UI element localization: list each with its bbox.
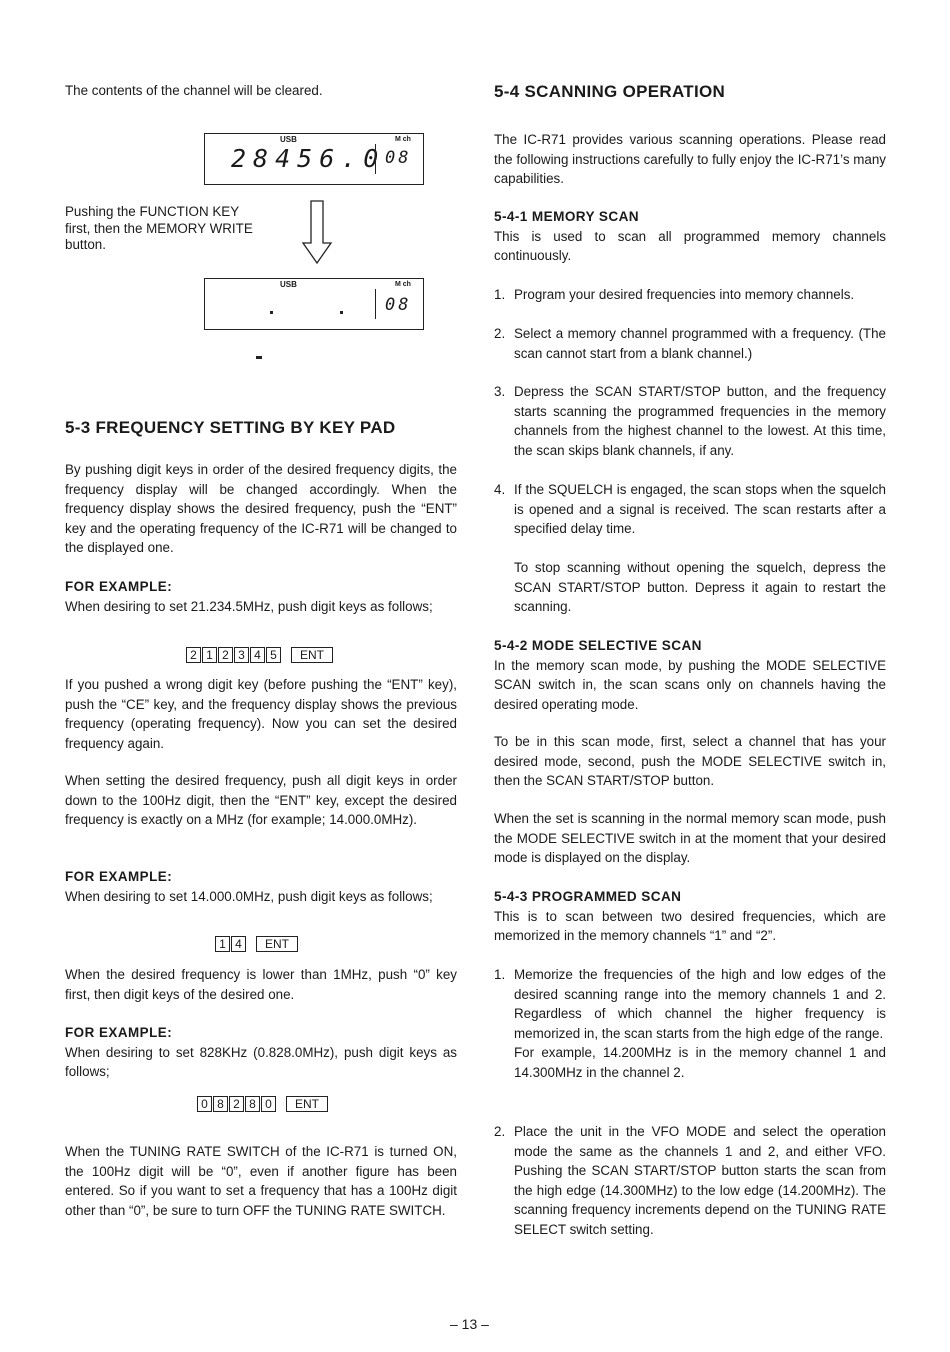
paragraph: To stop scanning without opening the squelch, depress the SCAN START/STOP button. Depress it again to restart the scanning. [514,560,886,614]
paragraph: This is to scan between two desired frequencies, which are memorized in the memory channels “1” and “2”. [494,908,886,943]
section-5-4-2 [494,636,886,714]
paragraph: When the set is scanning in the normal memory scan mode, push the MODE SELECTIVE switch in at the moment that your desired mode is displayed on the display. [494,811,886,865]
for-example-label: FOR EXAMPLE: [65,579,173,594]
list-number: 4. [494,482,506,497]
lcd2-mch-label: M ch [395,281,411,288]
down-arrow-icon [301,199,333,265]
function-note-line-1: Pushing the FUNCTION KEY [65,204,240,219]
list-number: 3. [494,384,506,399]
paragraph: By pushing digit keys in order of the desired frequency digits, the frequency display will be changed accordingly. When the frequency display shows the desired frequency, push the “ENT” key and the operating frequency of the IC-R71 will be changed to the displayed one. [65,462,457,555]
lcd-mch-label: M ch [395,136,411,143]
key-4: 4 [250,647,265,663]
list-text-example: For example, 14.200MHz is in the memory channel 1 and 14.300MHz in the channel 2. [514,1045,886,1080]
example-3 [65,1023,457,1082]
section-5-3-p1 [65,460,457,558]
cleared-note [65,81,457,101]
memory-scan-step-2 [494,324,886,363]
list-text: Memorize the frequencies of the high and low edges of the desired scanning range into the memory channels 1 and 2. Regardless of which channel the higher frequency is memorized in, the scan starts from the high edge of the range. [514,967,886,1041]
section-5-3-heading: 5-3 FREQUENCY SETTING BY KEY PAD [65,418,396,437]
key-8: 8 [213,1096,228,1112]
section-5-4-2-p2 [494,732,886,791]
key-2: 2 [229,1096,244,1112]
key-3: 3 [234,647,249,663]
section-5-4-1-heading: 5-4-1 MEMORY SCAN [494,209,640,224]
paragraph: The IC-R71 provides various scanning operations. Please read the following instructions carefully to fully enjoy the IC-R71’s many capabilities. [494,132,886,186]
key-5: 5 [266,647,281,663]
example-1-text: When desiring to set 21.234.5MHz, push digit keys as follows; [65,598,433,614]
section-5-4-intro [494,130,886,189]
example-2-keys [215,936,299,952]
list-text: Program your desired frequencies into memory channels. [514,287,855,302]
programmed-scan-step-1 [494,965,886,1082]
key-4: 4 [231,936,246,952]
function-key-note [65,204,305,254]
list-number: 1. [494,967,506,982]
section-5-4-heading: 5-4 SCANNING OPERATION [494,82,726,101]
lcd2-mode-label: USB [280,280,297,289]
list-number: 1. [494,287,506,302]
paragraph: To be in this scan mode, first, select a channel that has your desired mode, second, push the MODE SELECTIVE switch in, then the SCAN START/STOP button. [494,734,886,788]
lcd-display-cleared [204,278,424,330]
example-2-text: When desiring to set 14.000.0MHz, push digit keys as follows; [65,888,433,904]
list-number: 2. [494,1124,506,1139]
list-number: 2. [494,326,506,341]
page-number: – 13 – [450,1316,489,1332]
section-5-4-2-p3 [494,809,886,868]
section-5-4-3-heading: 5-4-3 PROGRAMMED SCAN [494,889,682,904]
section-5-3 [65,418,457,438]
lcd-display-frequency [204,133,424,185]
lcd2-separator [375,289,376,319]
function-note-line-2: first, then the MEMORY WRITE [65,220,253,236]
lcd2-dot-2 [340,311,343,314]
programmed-scan-step-2 [494,1122,886,1239]
for-example-label: FOR EXAMPLE: [65,869,173,884]
key-0: 0 [261,1096,276,1112]
lcd-separator [375,144,376,174]
example-2 [65,867,457,906]
function-note-line-3: button. [65,237,106,252]
lcd2-channel-digits: 08 [385,295,412,315]
stray-mark [256,356,262,359]
lcd-frequency-digits: 28456.0 [231,144,386,173]
section-5-4-2-heading: 5-4-2 MODE SELECTIVE SCAN [494,638,702,653]
paragraph: If you pushed a wrong digit key (before pushing the “ENT” key), push the “CE” key, and the frequency display shows the previous frequency (operating frequency). Now you can set the desired frequency again. [65,677,457,751]
key-ent: ENT [256,936,298,952]
cleared-text: The contents of the channel will be cleared. [65,83,323,98]
lcd-mode-label: USB [280,135,297,144]
key-8: 8 [245,1096,260,1112]
section-5-4-1 [494,207,886,266]
list-body [514,965,886,1082]
list-text: Place the unit in the VFO MODE and select the operation mode the same as the channels 1 and 2, and either VFO. Pushing the SCAN START/STOP button starts the scan from the high edge (14.300MHz) to the low edge (14.200MHz). The scanning frequency increments depend on the TUNING RATE SELECT switch setting. [514,1124,886,1237]
section-5-3-p2 [65,675,457,753]
list-text: Depress the SCAN START/STOP button, and the frequency starts scanning the programmed frequencies in the memory channels from the highest channel to the lowest. At this time, the scan skips blank channels, if any. [514,384,886,458]
section-5-4-3 [494,887,886,946]
lcd2-dot-1 [270,311,273,314]
key-2: 2 [218,647,233,663]
memory-scan-step-4 [494,480,886,539]
example-1-keys [186,647,334,663]
example-3-text: When desiring to set 828KHz (0.828.0MHz), push digit keys as follows; [65,1044,457,1079]
example-1 [65,577,457,616]
paragraph: This is used to scan all programmed memory channels continuously. [494,228,886,263]
key-ent: ENT [291,647,333,663]
key-2: 2 [186,647,201,663]
paragraph: When the desired frequency is lower than 1MHz, push “0” key first, then digit keys of the desired one. [65,967,457,1002]
section-5-3-p5 [65,1142,457,1220]
lcd-channel-digits: 08 [385,148,412,168]
key-1: 1 [215,936,230,952]
key-1: 1 [202,647,217,663]
paragraph: In the memory scan mode, by pushing the MODE SELECTIVE SCAN switch in, the scan scans only on channels having the desired operating mode. [494,657,886,712]
paragraph: When the TUNING RATE SWITCH of the IC-R71 is turned ON, the 100Hz digit will be “0”, even if another figure has been entered. So if you want to set a frequency that has a 100Hz digit other than “0”, be sure to turn OFF the TUNING RATE SWITCH. [65,1144,457,1218]
for-example-label: FOR EXAMPLE: [65,1025,173,1040]
section-5-3-p3 [65,771,457,830]
section-5-3-p4 [65,965,457,1004]
section-5-4 [494,82,886,102]
memory-scan-step-1 [494,285,886,305]
memory-scan-stop-note [514,558,886,617]
list-text: Select a memory channel programmed with a frequency. (The scan cannot start from a blank channel.) [514,326,886,361]
example-3-keys [197,1096,329,1112]
list-text: If the SQUELCH is engaged, the scan stops when the squelch is opened and a signal is received. The scan restarts after a specified delay time. [514,482,886,536]
memory-scan-step-3 [494,382,886,460]
key-0: 0 [197,1096,212,1112]
paragraph: When setting the desired frequency, push all digit keys in order down to the 100Hz digit, then the “ENT” key, except the desired frequency is exactly on a MHz (for example; 14.000.0MHz). [65,773,457,827]
key-ent: ENT [286,1096,328,1112]
